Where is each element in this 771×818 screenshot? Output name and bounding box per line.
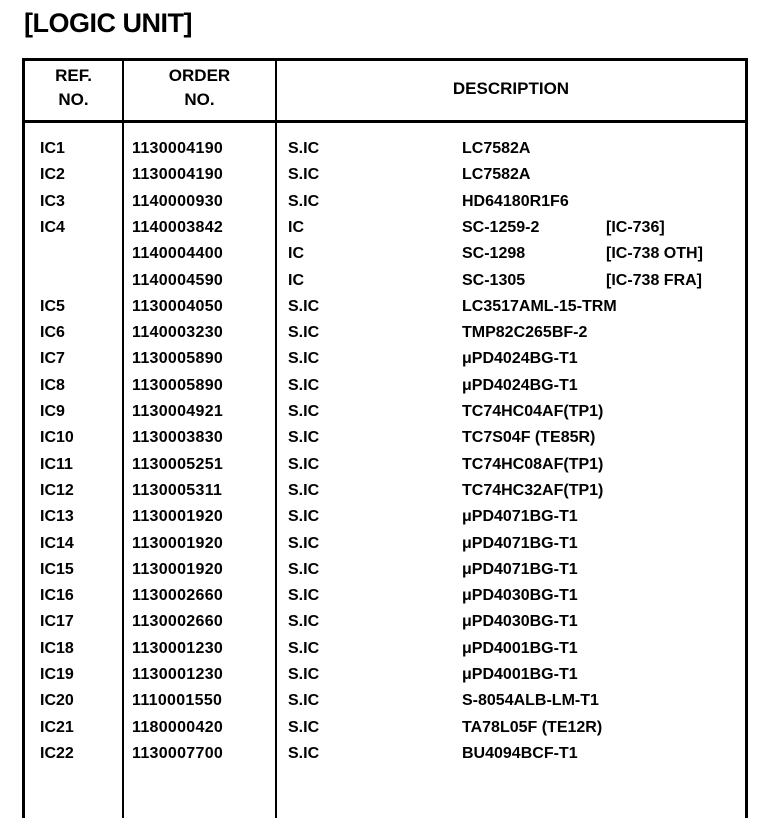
table-row	[0, 558, 771, 584]
order-no-cell: 1130004050	[132, 297, 224, 315]
type-cell: S.IC	[288, 744, 320, 762]
table-row	[0, 163, 771, 189]
ref-cell: IC1	[40, 140, 65, 157]
ref-cell: IC14	[40, 534, 74, 552]
type-cell: S.IC	[288, 140, 320, 157]
type-cell: S.IC	[288, 350, 320, 368]
order-no-cell: 1140004590	[132, 271, 224, 289]
part-number-cell: μPD4071BG-T1	[462, 534, 578, 552]
order-no-cell: 1130003830	[132, 429, 224, 447]
table-row	[0, 716, 771, 742]
type-cell: S.IC	[288, 376, 320, 394]
order-no-cell: 1130002660	[132, 613, 224, 631]
part-number-cell: SC-1298	[462, 245, 526, 263]
order-no-cell: 1130001920	[132, 560, 224, 578]
note-cell: [IC-736]	[606, 218, 665, 236]
type-cell: S.IC	[288, 639, 320, 657]
part-number-cell: TC74HC04AF(TP1)	[462, 403, 604, 420]
header-order-no	[124, 64, 275, 112]
table-row	[0, 295, 771, 321]
order-no-cell: 1130001230	[132, 639, 224, 657]
header-order-line2: NO.	[184, 90, 215, 109]
ref-cell: IC18	[40, 639, 74, 657]
header-ref-no	[25, 64, 122, 112]
type-cell: IC	[288, 245, 304, 263]
note-cell: [IC-738 OTH]	[606, 245, 703, 263]
part-number-cell: LC7582A	[462, 140, 531, 157]
part-number-cell: HD64180R1F6	[462, 192, 569, 210]
table-row	[0, 637, 771, 663]
order-no-cell: 1130005890	[132, 376, 224, 394]
order-no-cell: 1130001920	[132, 534, 224, 552]
part-number-cell: TA78L05F (TE12R)	[462, 718, 603, 736]
type-cell: S.IC	[288, 166, 320, 184]
ref-cell: IC20	[40, 692, 74, 710]
ref-cell: IC11	[40, 455, 73, 473]
type-cell: S.IC	[288, 481, 320, 499]
ref-cell: IC4	[40, 218, 65, 236]
order-no-cell: 1130004190	[132, 140, 224, 157]
header-order-line1: ORDER	[168, 66, 231, 85]
header-ref-line1: REF.	[55, 66, 92, 85]
part-number-cell: μPD4024BG-T1	[462, 350, 578, 368]
ref-cell: IC10	[40, 429, 74, 447]
type-cell: S.IC	[288, 666, 320, 683]
type-cell: S.IC	[288, 613, 320, 631]
header-divider	[22, 120, 748, 123]
note-cell: [IC-738 FRA]	[606, 271, 703, 289]
type-cell: S.IC	[288, 324, 320, 342]
ref-cell: IC17	[40, 613, 74, 631]
part-number-cell: LC7582A	[462, 166, 531, 184]
table-row	[0, 505, 771, 531]
part-number-cell: BU4094BCF-T1	[462, 744, 578, 762]
ref-cell: IC19	[40, 666, 74, 683]
type-cell: S.IC	[288, 429, 320, 447]
table-row	[0, 663, 771, 689]
table-row	[0, 610, 771, 636]
part-number-cell: μPD4001BG-T1	[462, 666, 578, 683]
type-cell: S.IC	[288, 297, 320, 315]
table-row	[0, 137, 771, 163]
type-cell: S.IC	[288, 534, 320, 552]
ref-cell: IC9	[40, 403, 65, 420]
order-no-cell: 1130005311	[132, 481, 223, 499]
type-cell: IC	[288, 218, 304, 236]
type-cell: S.IC	[288, 455, 320, 473]
table-row	[0, 242, 771, 268]
table-row	[0, 216, 771, 242]
order-no-cell: 1130004921	[132, 403, 224, 420]
table-row	[0, 742, 771, 768]
header-ref-line2: NO.	[58, 90, 89, 109]
order-no-cell: 1180000420	[132, 718, 224, 736]
order-no-cell: 1140003842	[132, 218, 224, 236]
table-row	[0, 532, 771, 558]
part-number-cell: TMP82C265BF-2	[462, 324, 588, 342]
part-number-cell: μPD4071BG-T1	[462, 560, 578, 578]
type-cell: S.IC	[288, 692, 320, 710]
part-number-cell: μPD4024BG-T1	[462, 376, 578, 394]
table-row	[0, 689, 771, 715]
type-cell: S.IC	[288, 587, 320, 605]
order-no-cell: 1130005890	[132, 350, 224, 368]
order-no-cell: 1110001550	[132, 692, 223, 710]
order-no-cell: 1140003230	[132, 324, 224, 342]
table-row	[0, 347, 771, 373]
ref-cell: IC12	[40, 481, 74, 499]
part-number-cell: LC3517AML-15-TRM	[462, 297, 617, 315]
part-number-cell: μPD4071BG-T1	[462, 508, 578, 526]
table-row	[0, 374, 771, 400]
ref-cell: IC13	[40, 508, 74, 526]
ref-cell: IC6	[40, 324, 65, 342]
part-number-cell: TC74HC32AF(TP1)	[462, 481, 604, 499]
ref-cell: IC21	[40, 718, 74, 736]
page-title: [LOGIC UNIT]	[24, 8, 192, 38]
type-cell: S.IC	[288, 403, 320, 420]
ref-cell: IC7	[40, 350, 65, 368]
part-number-cell: μPD4030BG-T1	[462, 613, 578, 631]
table-row	[0, 426, 771, 452]
table-row	[0, 479, 771, 505]
table-row	[0, 269, 771, 295]
order-no-cell: 1130007700	[132, 744, 224, 762]
ref-cell: IC3	[40, 192, 65, 210]
part-number-cell: μPD4001BG-T1	[462, 639, 578, 657]
order-no-cell: 1130002660	[132, 587, 224, 605]
ref-cell: IC8	[40, 376, 65, 394]
type-cell: S.IC	[288, 508, 320, 526]
table-row	[0, 453, 771, 479]
order-no-cell: 1140000930	[132, 192, 224, 210]
order-no-cell: 1130001920	[132, 508, 224, 526]
ref-cell: IC15	[40, 560, 74, 578]
type-cell: S.IC	[288, 718, 320, 736]
table-row	[0, 400, 771, 426]
table-row	[0, 190, 771, 216]
ref-cell: IC2	[40, 166, 65, 184]
header-description: DESCRIPTION	[452, 79, 570, 98]
order-no-cell: 1130004190	[132, 166, 224, 184]
type-cell: S.IC	[288, 192, 320, 210]
ref-cell: IC22	[40, 744, 74, 762]
table-row	[0, 584, 771, 610]
type-cell: IC	[288, 271, 304, 289]
part-number-cell: μPD4030BG-T1	[462, 587, 578, 605]
part-number-cell: SC-1259-2	[462, 218, 540, 236]
part-number-cell: S-8054ALB-LM-T1	[462, 692, 599, 710]
part-number-cell: TC7S04F (TE85R)	[462, 429, 596, 447]
part-number-cell: SC-1305	[462, 271, 526, 289]
ref-cell: IC16	[40, 587, 74, 605]
order-no-cell: 1140004400	[132, 245, 224, 263]
table-row	[0, 321, 771, 347]
order-no-cell: 1130001230	[132, 666, 224, 683]
order-no-cell: 1130005251	[132, 455, 224, 473]
part-number-cell: TC74HC08AF(TP1)	[462, 455, 604, 473]
type-cell: S.IC	[288, 560, 320, 578]
ref-cell: IC5	[40, 297, 65, 315]
